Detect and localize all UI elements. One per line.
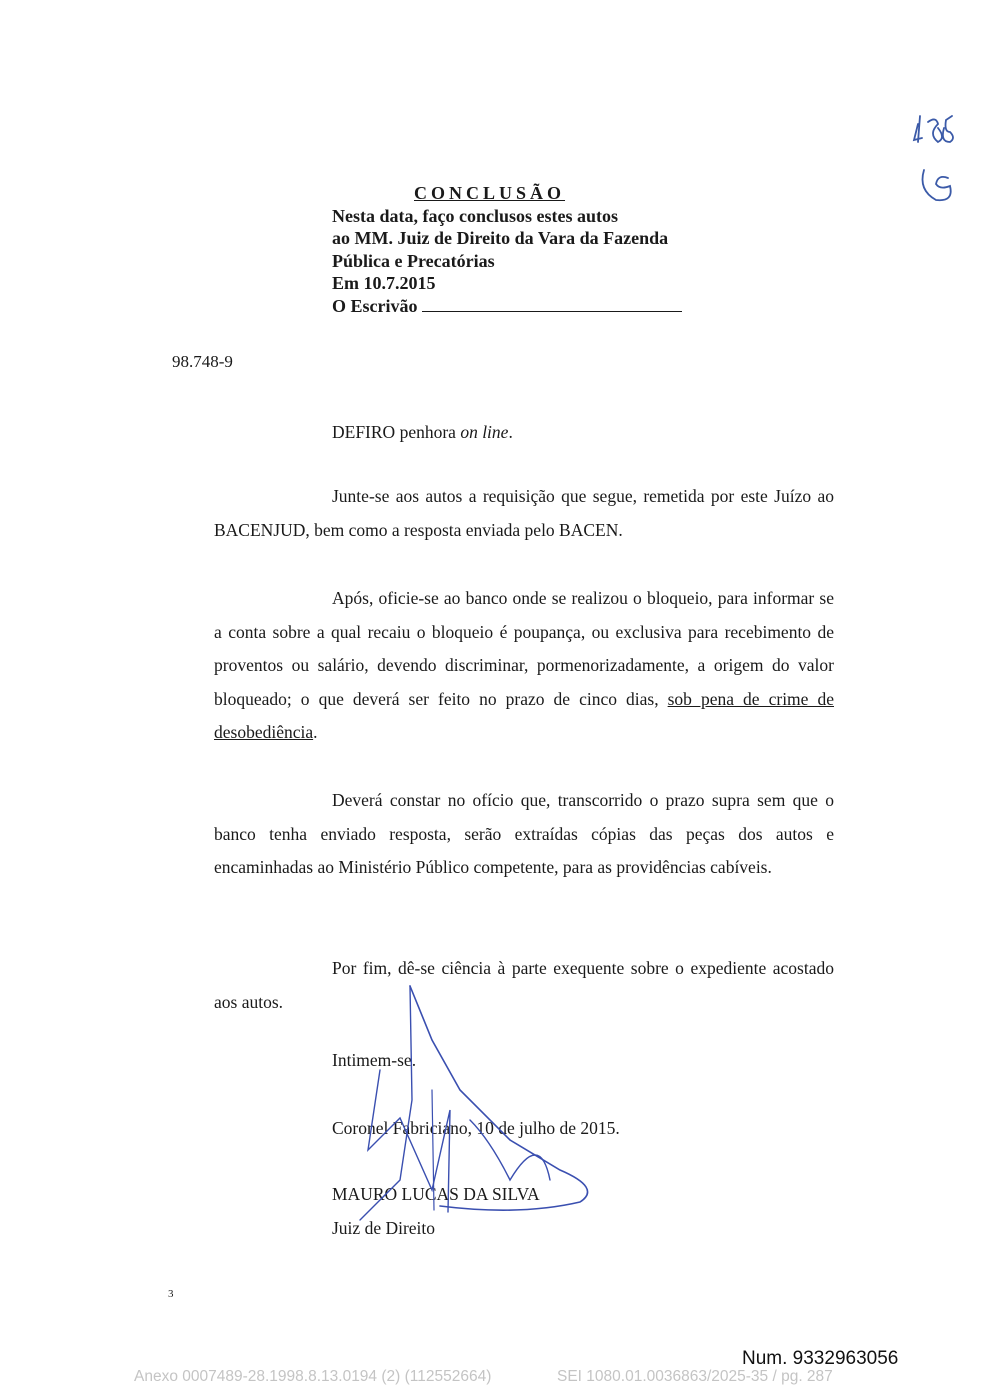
conclusao-line-5: [332, 295, 712, 318]
intimem-text: Intimem-se.: [332, 1050, 417, 1070]
decision-paragraph-4: Deverá constar no ofício que, transcorrido o prazo supra sem que o banco tenha enviado resposta, serão extraídas cópias das peças dos autos e encaminhadas ao Ministério Público competente, para as providências cabíveis.: [214, 790, 834, 877]
judge-name: MAURO LUCAS DA SILVA: [332, 1184, 540, 1204]
footer-annex-reference: Anexo 0007489-28.1998.8.13.0194 (2) (112552664): [134, 1368, 492, 1385]
process-number: 98.748-9: [172, 352, 233, 371]
judge-signature: [340, 980, 610, 1230]
p3-underlined: sob pena de crime de desobediência: [214, 688, 834, 742]
footer-sei-reference: SEI 1080.01.0036863/2025-35 / pg. 287: [557, 1368, 833, 1385]
document-num-stamp: Num. 9332963056: [742, 1348, 899, 1369]
page-number: 3: [168, 1288, 174, 1300]
judge-title: Juiz de Direito: [332, 1218, 436, 1238]
conclusao-line-3: Pública e Precatórias: [332, 250, 495, 271]
escrivao-signature-line: [422, 297, 682, 312]
escrivao-label: O Escrivão: [332, 295, 418, 316]
conclusao-line-2: ao MM. Juiz de Direito da Vara da Fazenda: [332, 228, 669, 248]
handwritten-folio-mark: [912, 108, 972, 208]
conclusao-title: CONCLUSÃO: [414, 183, 566, 203]
decision-paragraph-5: Por fim, dê-se ciência à parte exequente sobre o expediente acostado aos autos.: [214, 958, 834, 1012]
decision-paragraph-3: [214, 582, 834, 750]
p1-suffix: .: [508, 422, 513, 442]
p3-end: .: [313, 722, 318, 742]
conclusao-line-1: Nesta data, faço conclusos estes autos: [332, 205, 618, 226]
p3-main: Após, oficie-se ao banco onde se realizou o bloqueio, para informar se a conta sobre a qual recaiu o bloqueio é poupança, ou exclusiva para recebimento de proventos ou salário, devendo discriminar, pormenorizadamente, a origem do valor bloqueado; o que deverá ser feito no prazo de cinco dias,: [214, 588, 834, 709]
p1-prefix: DEFIRO penhora: [332, 422, 461, 442]
decision-paragraph-1: [214, 416, 834, 450]
conclusao-block: [332, 182, 712, 317]
p1-italic: on line: [460, 422, 509, 442]
conclusao-line-4: Em 10.7.2015: [332, 273, 436, 293]
decision-paragraph-2: Junte-se aos autos a requisição que segue, remetida por este Juízo ao BACENJUD, bem como a resposta enviada pelo BACEN.: [214, 486, 834, 540]
place-date: Coronel Fabriciano, 10 de julho de 2015.: [332, 1118, 620, 1138]
